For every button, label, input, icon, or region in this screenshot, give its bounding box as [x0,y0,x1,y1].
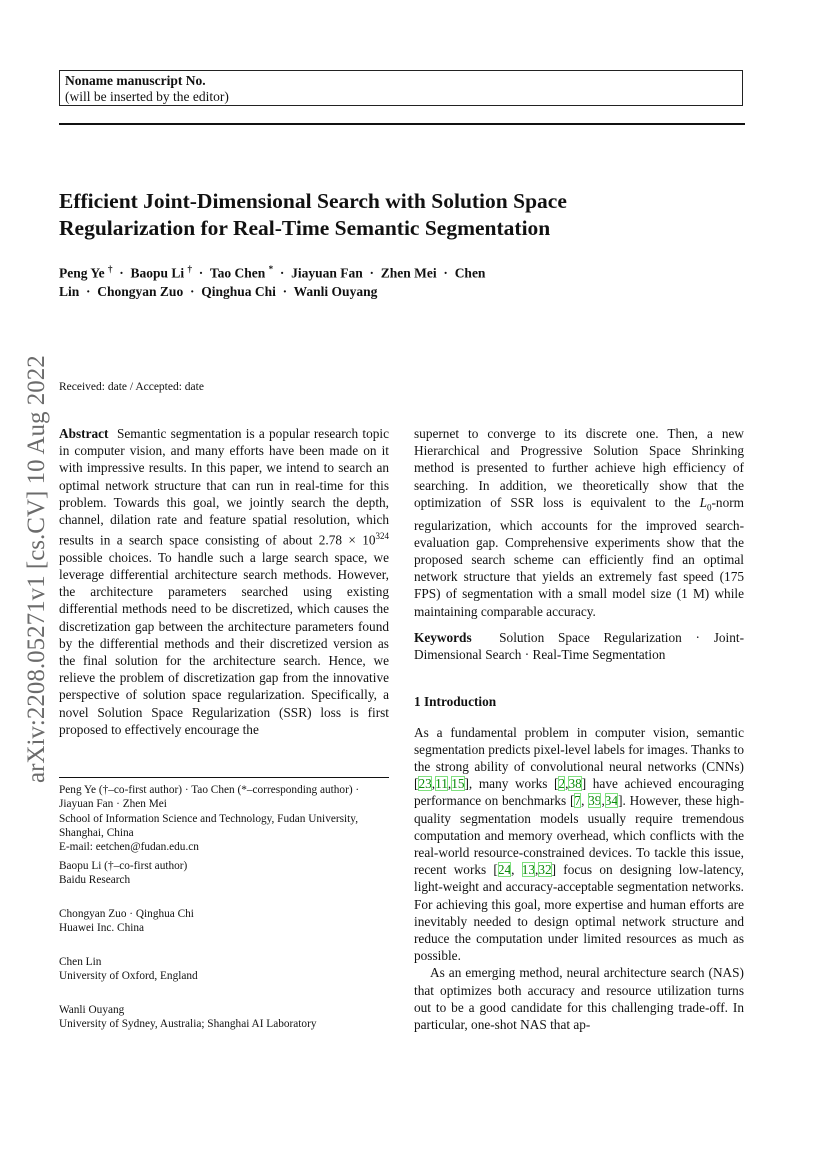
citation-link[interactable]: 34 [604,793,619,809]
footnote-line: Chongyan Zuo · Qinghua Chi [59,908,194,920]
keywords-label: Keywords [414,629,472,645]
section-heading: 1 Introduction [414,694,497,710]
abstract-exponent: 324 [375,531,389,542]
abstract-text-1: Semantic segmentation is a popular research topic in computer vision, and many efforts have been made on it with impressive results. In this paper, we intend to search an optimal network structure that can run in real-time for this problem. Towards this goal, we jointly search the depth, channel, dilation rate and feature spatial resolution, which results in a search space consisting of about 2.78 × 10 [59,426,389,548]
norm-subscript: 0 [707,502,712,513]
left-column [59,425,389,738]
citation-link[interactable]: 13 [521,862,536,878]
author-line-1 [59,260,749,283]
footnote-affiliation-1 [59,783,391,854]
author-name: Tao Chen [209,265,266,281]
intro-text: ] focus on designing low-latency, light-weight and accuracy-acceptable segmentation networks. For achieving this goal, more expertise and human efforts are inevitably needed to design optimal network structure and reduce the computation under limited resources as much as possible. [414,862,744,964]
intro-paragraph-1: As a fundamental problem in computer vision, semantic segmentation predicts pixel-level labels for images. Thanks to the strong ability of convolutional neural networks (CNNs) [23,11,15], many works [2,38] have achieved encouraging performance on benchmarks [7, 39,34]. However, these high-quality segmentation models usually require tremendous computation and memory overhead, which conflicts with the real-world resource-constrained devices. To tackle this issue, recent works [24, 13,32] focus on designing low-latency, light-weight and accuracy-acceptable segmentation networks. For achieving this goal, more expertise and human efforts are inevitably needed to design optimal network structure and reduce the computation under limited resources as much as possible. [414,724,745,964]
norm-symbol: L [699,494,707,510]
intro-text: As a fundamental problem in computer vision, semantic segmentation predicts pixel-level labels for images. Thanks to the strong ability of convolutional neural networks (CNNs) [ [414,724,744,792]
footnote-affiliation-3 [59,907,391,936]
citation-link[interactable]: 11 [435,776,448,792]
author-separator: · [443,265,448,281]
keywords-text: Solution Space Regularization · Joint-Dimensional Search · Real-Time Segmentation [414,629,745,663]
footnote-line: E-mail: eetchen@fudan.edu.cn [59,841,199,854]
intro-text: ]. However, these high-quality segmentation models usually require tremendous computation and memory overhead, which conflicts with the real-world resource-constrained devices. To tackle this issue, recent works [ [414,793,745,878]
paper-title [59,188,749,242]
citation-link[interactable]: 23 [418,776,432,792]
header-rule [59,123,745,125]
abstract-text-3: supernet to converge to its discrete one. Then, a new Hierarchical and Progressive Solution Space Shrinking method is presented to further achieve high efficiency of searching. In addition, we theoretically show that the optimization of SSR loss is equivalent to the [414,426,744,510]
abstract-text-2: possible choices. To handle such a large search space, we leverage differential architecture search methods. However, the architecture parameters searched using existing differential methods need to be discretized, which causes the discretization gap between the architecture parameters found by the differential methods and their discretized version as the final solution for the architecture search. Hence, we relieve the problem of discretization gap from the innovative perspective of solution space regularization. Specifically, a novel Solution Space Regularization (SSR) loss is first proposed to effectively encourage the [59,549,389,737]
abstract-label: Abstract [59,426,109,441]
author-mark: † [108,264,113,274]
author-name: Wanli Ouyang [293,283,378,299]
footnote-line: School of Information Science and Technology, Fudan University, Shanghai, China [59,812,359,839]
keywords [414,629,744,663]
footnote-line: Baidu Research [59,874,131,887]
footnote-affiliation-4 [59,955,391,984]
author-line-2 [59,283,749,301]
intro-paragraph-2: As an emerging method, neural architecture search (NAS) that optimizes both accuracy and resource utilization turns out to be a good candidate for this challenging trade-off. In particular, one-shot NAS that ap- [414,965,744,1032]
author-mark: * [268,264,274,274]
author-separator: · [189,283,195,299]
author-separator: · [86,283,91,299]
title-line-1: Efficient Joint-Dimensional Search with Solution Space [59,189,567,213]
abstract [59,425,389,738]
footnote-line: University of Sydney, Australia; Shanghai AI Laboratory [59,1018,317,1031]
abstract-continued [414,425,744,620]
intro-text: ] have achieved encouraging performance on benchmarks [ [414,776,745,809]
author-name: Chen [454,265,486,281]
received-date: Received: date / Accepted: date [59,381,204,393]
footnote-line: Huawei Inc. China [59,922,145,935]
author-separator: · [369,265,375,281]
author-name: Jiayuan Fan [291,265,363,281]
citation-link[interactable]: 39 [588,793,602,809]
citation-link[interactable]: 2 [558,776,566,792]
author-separator: · [198,265,204,281]
editor-note: (will be inserted by the editor) [65,89,229,104]
editor-note-box [59,70,743,106]
author-name: Zhen Mei [380,265,437,281]
author-separator: · [282,283,288,299]
citation-link[interactable]: 32 [538,862,552,878]
author-name: Peng Ye [59,265,105,281]
author-name: Qinghua Chi [201,283,276,299]
right-column [414,425,744,1033]
abstract-text-4: -norm regularization, which accounts for the improved search-evaluation gap. Comprehensive experiments show that the proposed search scheme can efficiently find an optimal network structure that yields an extremely fast speed (175 FPS) of segmentation with a small model size (1 M) while maintaining comparable accuracy. [414,494,744,619]
citation-link[interactable]: 7 [574,793,582,809]
footnote-affiliation-5 [59,1003,391,1032]
author-name: Baopu Li [130,265,185,281]
author-mark: † [187,264,193,274]
author-separator: · [119,265,124,281]
footnote-line: Baopu Li (†–co-first author) [59,860,188,872]
author-separator: · [279,265,285,281]
footnote-line: Peng Ye (†–co-first author) · Tao Chen (*–corresponding author) · Jiayuan Fan · Zhen Mei [59,784,360,811]
citation-link[interactable]: 15 [451,776,465,792]
footnote-affiliation-2 [59,859,391,888]
citation-link[interactable]: 24 [497,862,512,878]
author-list [59,260,749,301]
footnote-line: University of Oxford, England [59,970,198,983]
footnote-line: Chen Lin [59,956,102,968]
citation-link[interactable]: 38 [568,776,582,792]
footnote-line: Wanli Ouyang [59,1004,125,1016]
footnote-rule [59,777,389,778]
manuscript-number: Noname manuscript No. [65,73,206,88]
author-name: Lin [59,283,80,299]
author-name: Chongyan Zuo [97,283,184,299]
intro-text: ], many works [ [464,776,559,792]
arxiv-stamp: arXiv:2208.05271v1 [cs.CV] 10 Aug 2022 [23,355,50,783]
title-line-2: Regularization for Real-Time Semantic Segmentation [59,216,551,240]
